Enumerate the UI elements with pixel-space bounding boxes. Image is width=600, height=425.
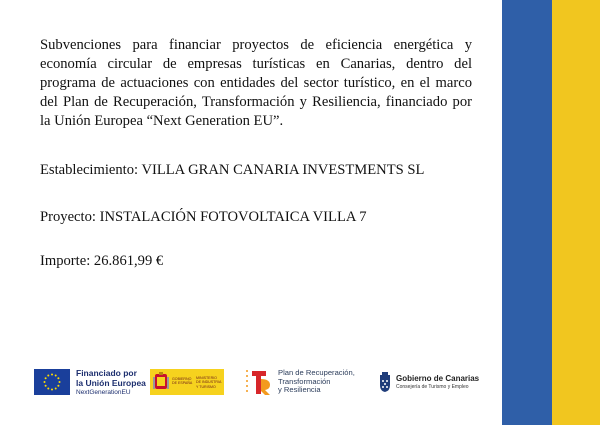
canarias-government-logo <box>378 362 488 402</box>
document-body <box>40 36 472 131</box>
spain-ministry-box <box>150 369 224 395</box>
canarias-coat-of-arms-icon <box>378 371 392 393</box>
spain-coat-of-arms-icon <box>152 371 170 393</box>
canarias-line-1: Gobierno de Canarias <box>396 373 480 383</box>
blue-stripe <box>502 0 552 425</box>
prtr-logo <box>244 362 374 402</box>
eu-line-1: Financiado por <box>76 367 137 378</box>
yellow-stripe <box>552 0 600 425</box>
project-line: Proyecto: INSTALACIÓN FOTOVOLTAICA VILLA 7 <box>40 209 367 225</box>
amount-line: Importe: 26.861,99 € <box>40 253 164 269</box>
spain-government-logo <box>150 362 232 402</box>
prtr-logo-text <box>278 369 355 395</box>
establishment-line: Establecimiento: VILLA GRAN CANARIA INVESTMENTS SL <box>40 162 425 178</box>
prtr-symbol-icon <box>244 367 272 397</box>
canarias-line-2: Consejería de Turismo y Empleo <box>396 383 469 390</box>
eu-line-2: la Unión Europea <box>76 377 146 388</box>
prtr-line-2: Transformación <box>278 376 331 386</box>
eu-funding-logo <box>34 362 154 402</box>
spain-government-text: GOBIERNO DE ESPAÑA <box>172 377 193 386</box>
prtr-line-3: y Resiliencia <box>278 385 321 395</box>
eu-flag-icon <box>34 369 70 395</box>
funding-logos <box>34 362 484 402</box>
eu-line-3: NextGenerationEU <box>76 388 131 396</box>
ministry-text: MINISTERIO DE INDUSTRIA Y TURISMO <box>196 376 222 389</box>
prtr-line-1: Plan de Recuperación, <box>278 368 355 378</box>
eu-logo-text <box>76 368 146 397</box>
canarias-logo-text <box>396 374 479 391</box>
intro-paragraph: Subvenciones para financiar proyectos de eficiencia energética y economía circular de empresas turísticas en Canarias, dentro del programa de actuaciones con entidades del sector turístico, en el marco del Plan de Recuperación, Transformación y Resiliencia, financiado por la Unión Europea “Next Generation EU”. <box>40 37 472 129</box>
